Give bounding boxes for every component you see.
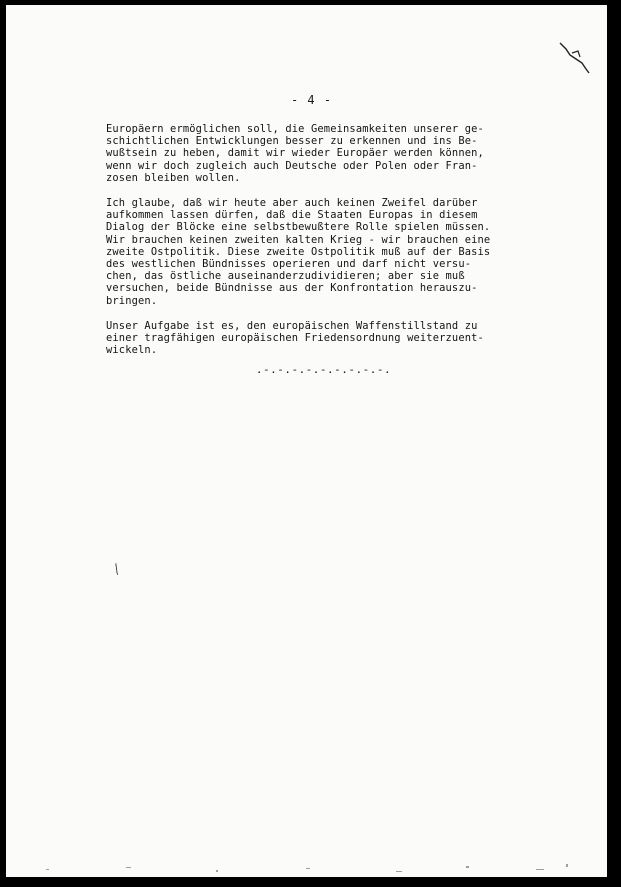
scan-border-bottom <box>0 877 621 887</box>
text-line: Ich glaube, daß wir heute aber auch keinen Zweifel darüber <box>106 197 478 210</box>
text-line: wickeln. <box>106 344 158 357</box>
section-divider: .-.-.-.-.-.-.-.-.-. <box>255 363 392 376</box>
body-text <box>106 123 526 369</box>
text-line: Europäern ermöglichen soll, die Gemeinsamkeiten unserer ge- <box>106 123 484 135</box>
text-line: zosen bleiben wollen. <box>106 171 241 184</box>
text-line: Dialog der Blöcke eine selbstbewußtere Rolle spielen müssen. <box>106 221 491 234</box>
paragraph-2 <box>106 197 526 307</box>
paragraph-3 <box>106 320 526 357</box>
paragraph-1 <box>106 123 526 184</box>
scan-border-right <box>607 0 621 887</box>
text-line: aufkommen lassen dürfen, daß die Staaten Europas in diesem <box>106 209 478 222</box>
text-line: einer tragfähigen europäischen Friedensordnung weiterzuent- <box>106 332 484 345</box>
text-line: schichtlichen Entwicklungen besser zu erkennen und ins Be- <box>106 135 478 148</box>
text-line: des westlichen Bündnisses operieren und darf nicht versu- <box>106 258 472 271</box>
page-number: - 4 - <box>290 93 333 107</box>
text-line: bringen. <box>106 294 158 307</box>
text-line: zweite Ostpolitik. Diese zweite Ostpolitik muß auf der Basis <box>106 245 491 258</box>
stray-pen-mark <box>115 563 120 575</box>
text-line: chen, das östliche auseinanderzudividieren; aber sie muß <box>106 270 465 283</box>
text-line: versuchen, beide Bündnisse aus der Konfrontation herauszu- <box>106 282 478 295</box>
document-page <box>6 5 607 877</box>
corner-scribble-mark <box>558 39 592 75</box>
text-line: Unser Aufgabe ist es, den europäischen Waffenstillstand zu <box>106 319 478 332</box>
text-line: wußtsein zu heben, damit wir wieder Europäer werden können, <box>106 147 484 160</box>
text-line: wenn wir doch zugleich auch Deutsche oder Polen oder Fran- <box>106 159 478 172</box>
text-line: Wir brauchen keinen zweiten kalten Krieg - wir brauchen eine <box>106 233 491 246</box>
scan-noise <box>6 855 607 877</box>
